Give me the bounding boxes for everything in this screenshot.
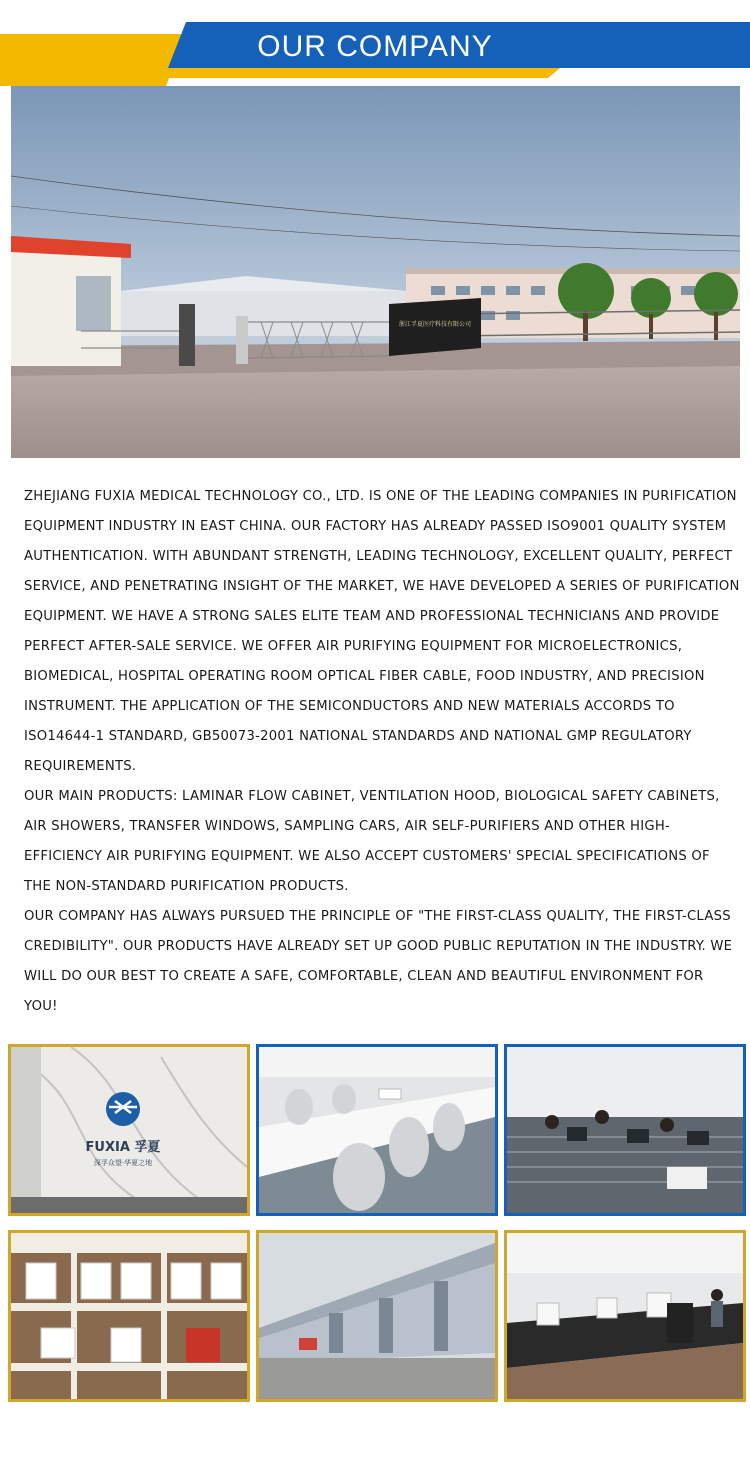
warehouse-photo <box>256 1230 498 1402</box>
certificates-photo <box>8 1230 250 1402</box>
company-sign-text: 浙江孚夏医疗科技有限公司 <box>398 321 472 328</box>
reception-photo <box>8 1044 250 1216</box>
description-paragraph-2: OUR MAIN PRODUCTS: LAMINAR FLOW CABINET, VENTILATION HOOD, BIOLOGICAL SAFETY CABINETS, AIR SHOWERS, TRANSFER WINDOWS, SAMPLING CARS, AIR SELF-PURIFIERS AND OTHER HIGH-EFFICIENCY AIR PURIFYING EQUIPMENT. WE ALSO ACCEPT CUSTOMERS' SPECIAL SPECIFICATIONS OF THE NON-STANDARD PURIFICATION PRODUCTS. <box>24 789 720 894</box>
reception-slogan-text: 深孚众望·华夏之地 <box>93 1159 153 1167</box>
description-paragraph-3: OUR COMPANY HAS ALWAYS PURSUED THE PRINCIPLE OF "THE FIRST-CLASS QUALITY, THE FIRST-CLASS CREDIBILITY". OUR PRODUCTS HAVE ALREADY SET UP GOOD PUBLIC REPUTATION IN THE INDUSTRY. WE WILL DO OUR BEST TO CREATE A SAFE, COMFORTABLE, CLEAN AND BEAUTIFUL ENVIRONMENT FOR YOU! <box>24 909 733 1014</box>
laboratory-photo <box>504 1230 746 1402</box>
reception-logo-text: FUXIA 孚夏 <box>85 1140 161 1155</box>
meeting-room-photo <box>256 1044 498 1216</box>
section-banner <box>0 0 750 86</box>
section-title: OUR COMPANY <box>257 30 493 63</box>
office-photo <box>504 1044 746 1216</box>
description-paragraph-1: ZHEJIANG FUXIA MEDICAL TECHNOLOGY CO., LTD. IS ONE OF THE LEADING COMPANIES IN PURIFICATION EQUIPMENT INDUSTRY IN EAST CHINA. OUR FACTORY HAS ALREADY PASSED ISO9001 QUALITY SYSTEM AUTHENTICATION. WITH ABUNDANT STRENGTH, LEADING TECHNOLOGY, EXCELLENT QUALITY, PERFECT SERVICE, AND PENETRATING INSIGHT OF THE MARKET, WE HAVE DEVELOPED A SERIES OF PURIFICATION EQUIPMENT. WE HAVE A STRONG SALES ELITE TEAM AND PROFESSIONAL TECHNICIANS AND PROVIDE PERFECT AFTER-SALE SERVICE. WE OFFER AIR PURIFYING EQUIPMENT FOR MICROELECTRONICS, BIOMEDICAL, HOSPITAL OPERATING ROOM OPTICAL FIBER CABLE, FOOD INDUSTRY, AND PRECISION INSTRUMENT. THE APPLICATION OF THE SEMICONDUCTORS AND NEW MATERIALS ACCORDS TO ISO14644-1 STANDARD, GB50073-2001 NATIONAL STANDARDS AND NATIONAL GMP REGULATORY REQUIREMENTS. <box>24 489 740 774</box>
factory-photo <box>11 86 740 458</box>
company-description <box>24 482 740 1022</box>
